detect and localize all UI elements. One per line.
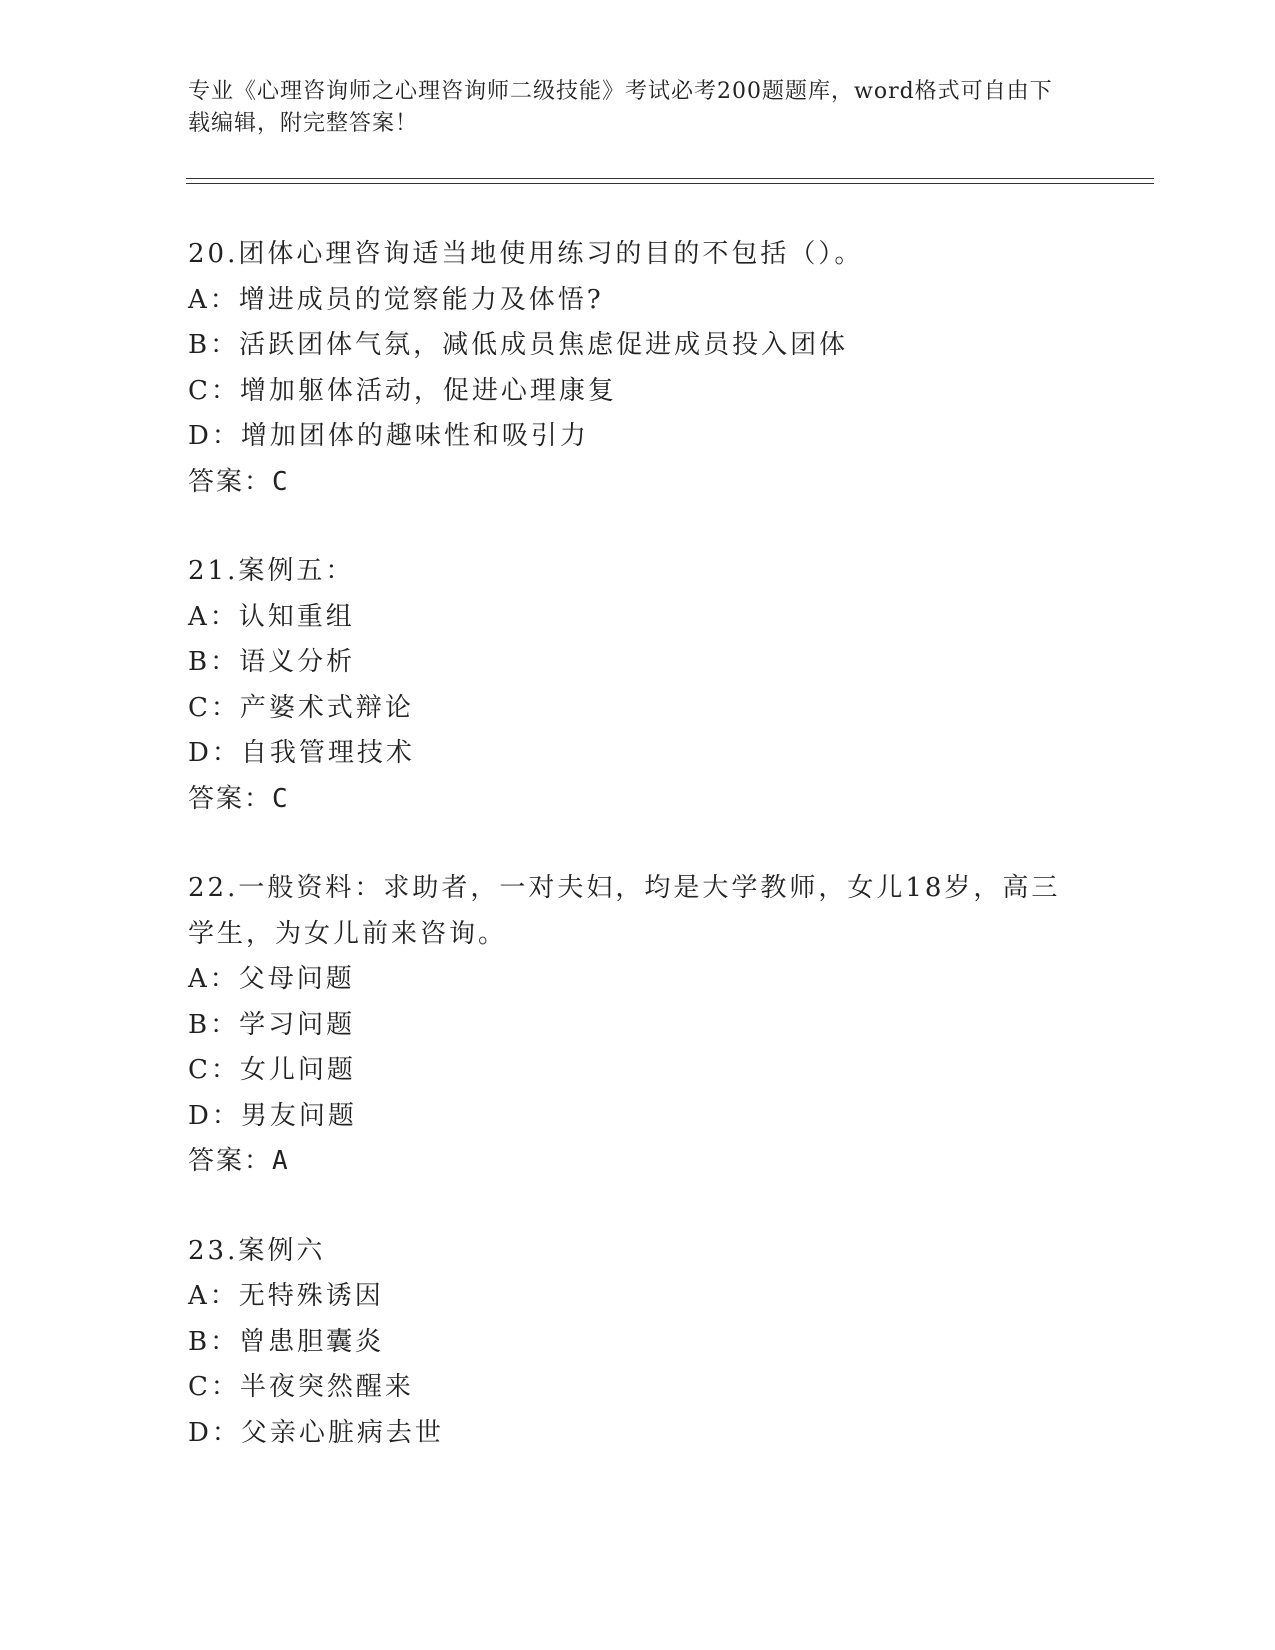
option-c: C：半夜突然醒来 — [188, 1372, 414, 1402]
option-b: B：语义分析 — [188, 647, 356, 677]
option-a: A：增进成员的觉察能力及体悟? — [188, 284, 604, 315]
answer-value: C — [272, 783, 290, 814]
question-stem: 23.案例六 — [188, 1235, 326, 1266]
answer-label: 答案： — [188, 1146, 273, 1176]
option-a: A：父母问题 — [188, 964, 355, 994]
option-b: B：活跃团体气氛，减低成员焦虑促进成员投入团体 — [188, 330, 849, 360]
option-b: B：学习问题 — [188, 1009, 356, 1040]
option-a: A：无特殊诱因 — [188, 1281, 384, 1311]
option-d: D：男友问题 — [188, 1100, 357, 1131]
option-d: D：父亲心脏病去世 — [188, 1417, 444, 1448]
question-23 — [188, 1229, 1088, 1457]
answer-value: C — [272, 466, 290, 497]
answer-line — [188, 1139, 1088, 1185]
header-divider-bottom — [186, 183, 1154, 184]
option-b: B：曾患胆囊炎 — [188, 1326, 385, 1357]
option-c: C：女儿问题 — [188, 1055, 356, 1085]
question-22 — [188, 866, 1088, 1185]
question-stem: 21.案例五： — [188, 556, 355, 586]
answer-value: A — [272, 1146, 290, 1176]
option-d: D：增加团体的趣味性和吸引力 — [188, 421, 589, 451]
option-d: D：自我管理技术 — [188, 738, 415, 768]
answer-line — [188, 460, 1088, 506]
answer-line — [188, 777, 1088, 823]
document-header: 专业《心理咨询师之心理咨询师二级技能》考试必考200题题库，word格式可自由下载编辑，附完整答案！ — [188, 79, 1053, 136]
question-stem: 20.团体心理咨询适当地使用练习的目的不包括（）。 — [188, 239, 864, 269]
question-stem: 22.一般资料：求助者，一对夫妇，均是大学教师，女儿18岁，高三学生，为女儿前来咨询。 — [188, 873, 1061, 949]
question-21 — [188, 549, 1088, 822]
option-a: A：认知重组 — [188, 601, 355, 632]
answer-label: 答案： — [188, 783, 273, 814]
question-list — [188, 232, 1088, 1500]
header-divider-top — [186, 178, 1154, 179]
option-c: C：产婆术式辩论 — [188, 692, 414, 723]
question-20 — [188, 232, 1088, 505]
option-c: C：增加躯体活动，促进心理康复 — [188, 375, 617, 406]
answer-label: 答案： — [188, 466, 273, 497]
